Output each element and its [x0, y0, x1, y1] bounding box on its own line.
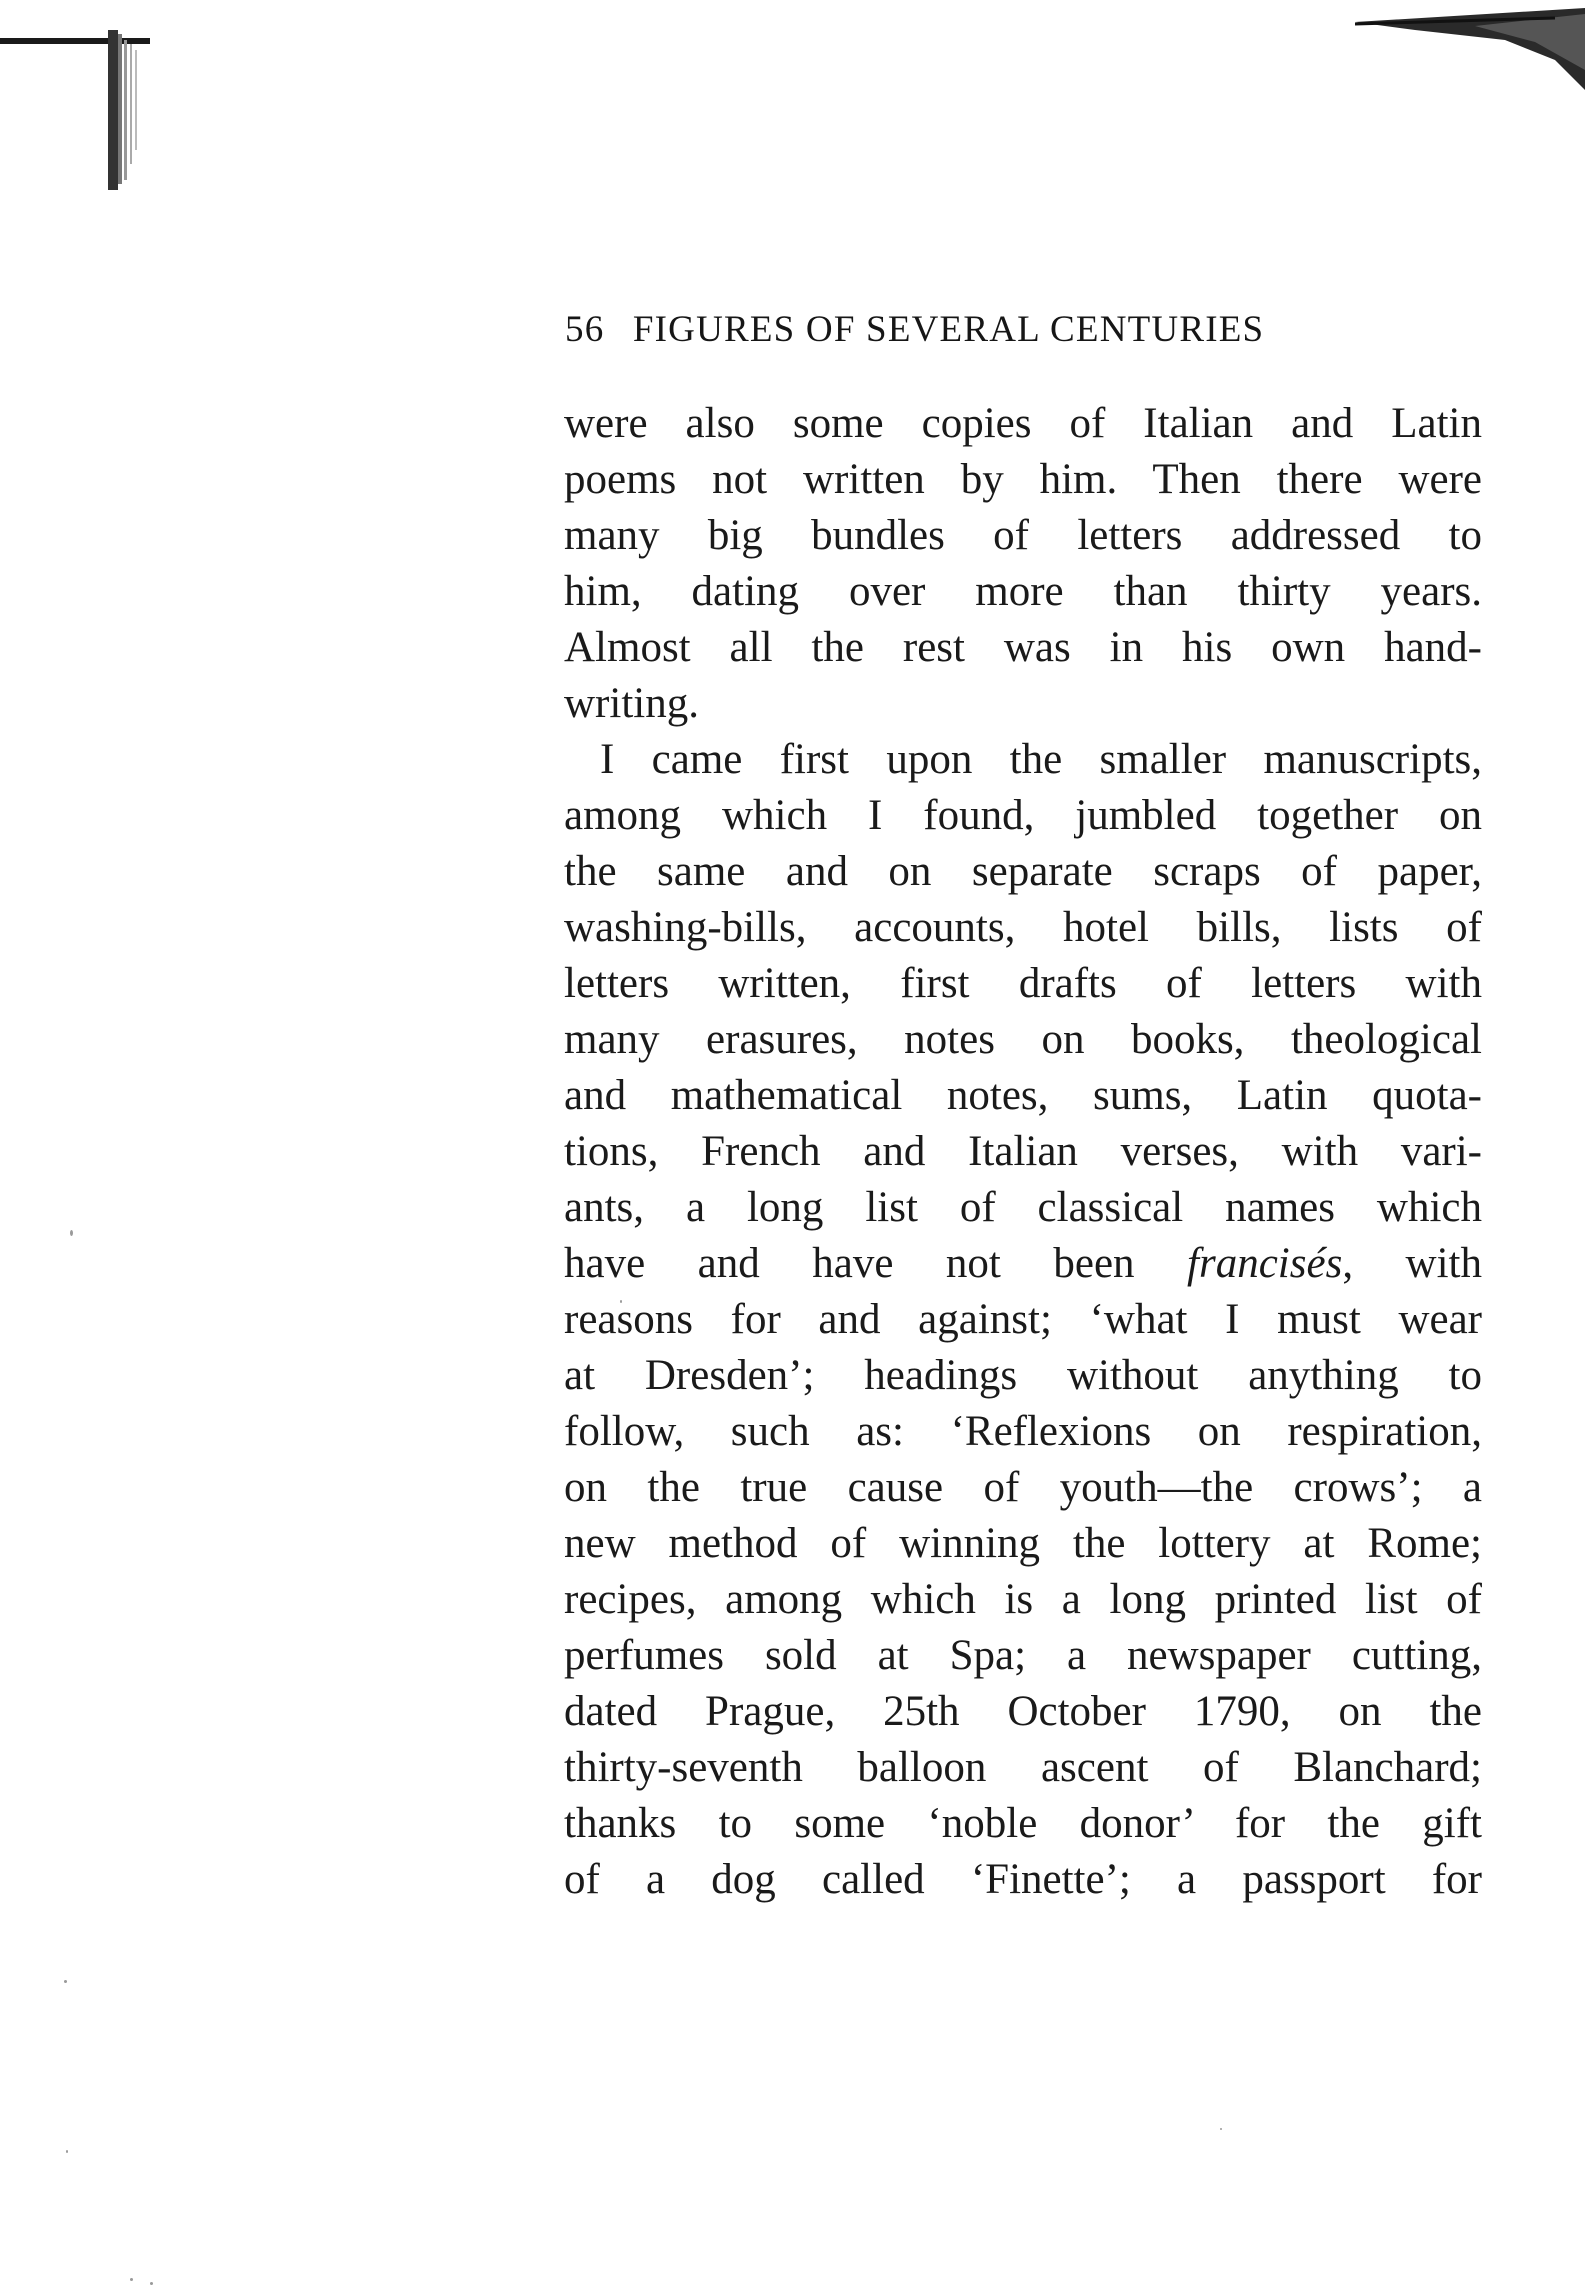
- text-line: thanks to some ‘noble donor’ for the gift: [564, 1800, 1482, 1847]
- text-line: [564, 1236, 1482, 1292]
- page-number: 56: [565, 309, 605, 350]
- text-line: Almost all the rest was in his own hand-: [564, 624, 1482, 671]
- text-line: at Dresden’; headings without anything to: [564, 1352, 1482, 1399]
- scan-speck: [64, 1980, 67, 1983]
- text-line: him, dating over more than thirty years.: [564, 568, 1482, 615]
- scan-speck: [70, 1230, 73, 1236]
- running-head: [565, 308, 1445, 358]
- scan-speck: [130, 2278, 133, 2281]
- scan-binding-shadow: [0, 0, 180, 200]
- text-line: I came first upon the smaller manuscripts,: [600, 736, 1482, 783]
- text-line: writing.: [564, 680, 699, 727]
- scan-page-fold: [1355, 0, 1585, 110]
- text-line: the same and on separate scraps of paper,: [564, 848, 1482, 895]
- text-span: , with: [1342, 1240, 1483, 1287]
- text-line: many erasures, notes on books, theological: [564, 1016, 1482, 1063]
- text-line: and mathematical notes, sums, Latin quota-: [564, 1072, 1482, 1119]
- text-line: tions, French and Italian verses, with vari-: [564, 1128, 1482, 1175]
- text-line: new method of winning the lottery at Rome;: [564, 1520, 1482, 1567]
- text-line: ants, a long list of classical names which: [564, 1184, 1482, 1231]
- text-line: follow, such as: ‘Reflexions on respiration,: [564, 1408, 1482, 1455]
- text-line: of a dog called ‘Finette’; a passport for: [564, 1856, 1482, 1903]
- text-line: reasons for and against; ‘what I must wear: [564, 1296, 1482, 1343]
- scan-speck: [150, 2282, 153, 2285]
- text-line: were also some copies of Italian and Latin: [564, 400, 1482, 447]
- body-text: [564, 396, 1482, 1908]
- scan-speck: [66, 2150, 68, 2153]
- text-span: have and have not been: [564, 1240, 1188, 1287]
- italic-word: francisés: [1187, 1240, 1343, 1287]
- text-line: many big bundles of letters addressed to: [564, 512, 1482, 559]
- text-line: on the true cause of youth—the crows’; a: [564, 1464, 1482, 1511]
- text-line: washing-bills, accounts, hotel bills, lists of: [564, 904, 1482, 951]
- text-line: thirty-seventh balloon ascent of Blanchard;: [564, 1744, 1482, 1791]
- text-line: dated Prague, 25th October 1790, on the: [564, 1688, 1482, 1735]
- text-line: recipes, among which is a long printed list of: [564, 1576, 1482, 1623]
- text-line: poems not written by him. Then there were: [564, 456, 1482, 503]
- text-line: letters written, first drafts of letters with: [564, 960, 1482, 1007]
- scan-speck: [1220, 2128, 1222, 2130]
- text-line: among which I found, jumbled together on: [564, 792, 1482, 839]
- running-title: FIGURES OF SEVERAL CENTURIES: [632, 309, 1265, 350]
- text-line: perfumes sold at Spa; a newspaper cutting,: [564, 1632, 1482, 1679]
